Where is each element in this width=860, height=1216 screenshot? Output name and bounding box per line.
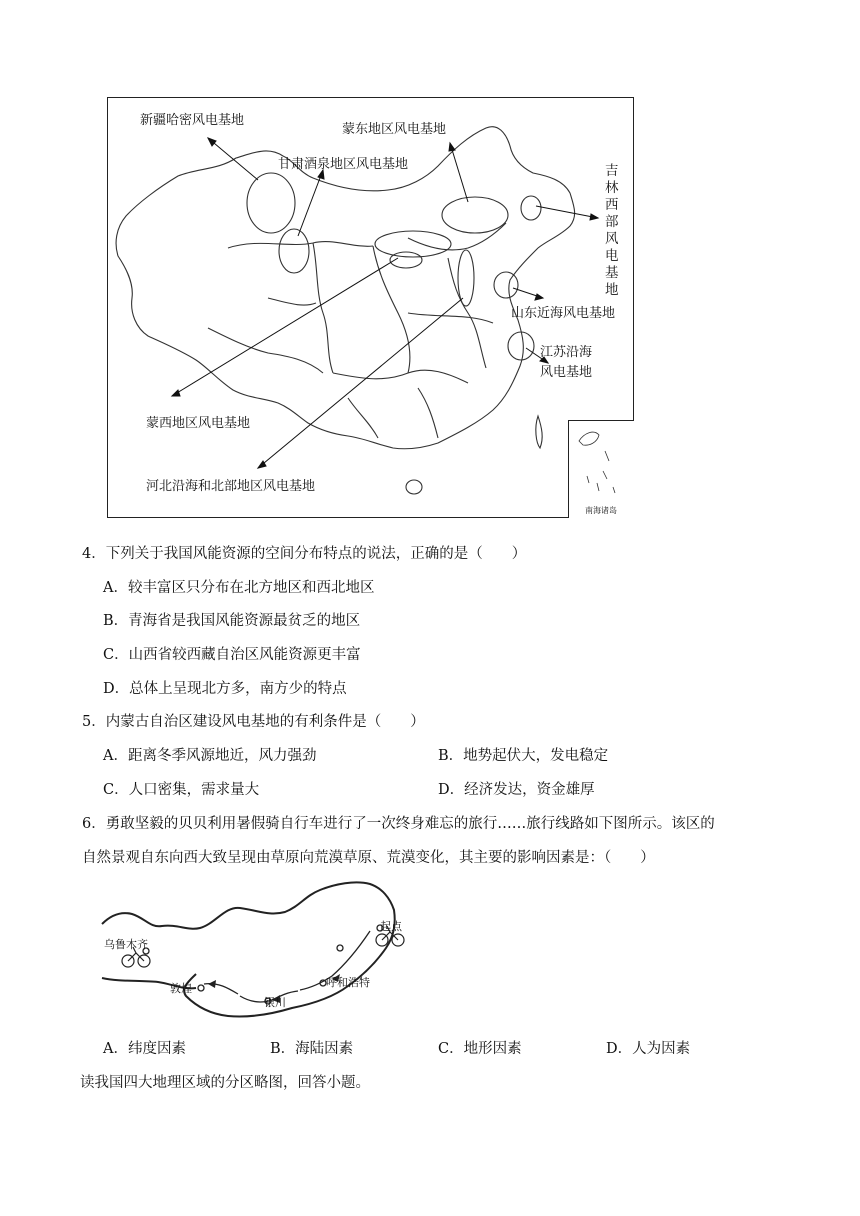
label-mengdong-base: 蒙东地区风电基地	[342, 122, 447, 137]
label-mengxi-base: 蒙西地区风电基地	[146, 416, 251, 431]
question-5-option-b[interactable]: B．地势起伏大，发电稳定	[438, 748, 609, 764]
question-6-option-d[interactable]: D．人为因素	[606, 1041, 691, 1057]
route-label-yinchuan: 银川	[264, 996, 286, 1009]
label-hebei-base: 河北沿海和北部地区风电基地	[146, 479, 316, 494]
question-4-stem: 4．下列关于我国风能资源的空间分布特点的说法，正确的是（ ）	[82, 546, 527, 562]
question-5-option-d[interactable]: D．经济发达，资金雄厚	[438, 782, 595, 798]
route-label-urumqi: 乌鲁木齐	[104, 938, 148, 951]
inset-label: 南海诸岛	[585, 506, 617, 515]
question-6-option-a[interactable]: A．纬度因素	[103, 1041, 186, 1057]
question-6-option-b[interactable]: B．海陆因素	[270, 1041, 354, 1057]
label-shandong-base: 山东近海风电基地	[511, 306, 616, 321]
question-5-stem: 5．内蒙古自治区建设风电基地的有利条件是（ ）	[82, 714, 425, 730]
question-6-stem-line2: 自然景观自东向西大致呈现由草原向荒漠草原、荒漠变化，其主要的影响因素是：（ ）	[82, 850, 655, 866]
china-wind-map	[107, 97, 634, 518]
label-jilin-base: 吉林西部风电基地	[605, 163, 619, 298]
label-gansu-base: 甘肃酒泉地区风电基地	[278, 157, 409, 172]
question-4-option-a[interactable]: A．较丰富区只分布在北方地区和西北地区	[103, 580, 375, 596]
question-5-option-c[interactable]: C．人口密集，需求量大	[103, 782, 260, 798]
label-jiangsu-base-line1: 江苏沿海	[540, 345, 593, 360]
route-label-start: 起点	[380, 920, 402, 933]
south-china-sea-inset	[568, 420, 634, 518]
question-5-option-a[interactable]: A．距离冬季风源地近，风力强劲	[103, 748, 317, 764]
cycling-route-map	[100, 876, 430, 1026]
question-4-option-b[interactable]: B．青海省是我国风能资源最贫乏的地区	[103, 613, 361, 629]
route-label-hohhot: 呼和浩特	[326, 976, 370, 989]
route-label-dunhuang: 敦煌	[170, 982, 192, 995]
section-instruction: 读我国四大地理区域的分区略图，回答小题。	[80, 1075, 370, 1091]
question-4-option-d[interactable]: D．总体上呈现北方多，南方少的特点	[103, 681, 347, 697]
question-4-option-c[interactable]: C．山西省较西藏自治区风能资源更丰富	[103, 647, 361, 663]
question-6-stem-line1: 6．勇敢坚毅的贝贝利用暑假骑自行车进行了一次终身难忘的旅行……旅行线路如下图所示。该区的	[82, 816, 715, 832]
label-jiangsu-base-line2: 风电基地	[540, 365, 593, 380]
label-xinjiang-base: 新疆哈密风电基地	[140, 113, 245, 128]
question-6-option-c[interactable]: C．地形因素	[438, 1041, 522, 1057]
